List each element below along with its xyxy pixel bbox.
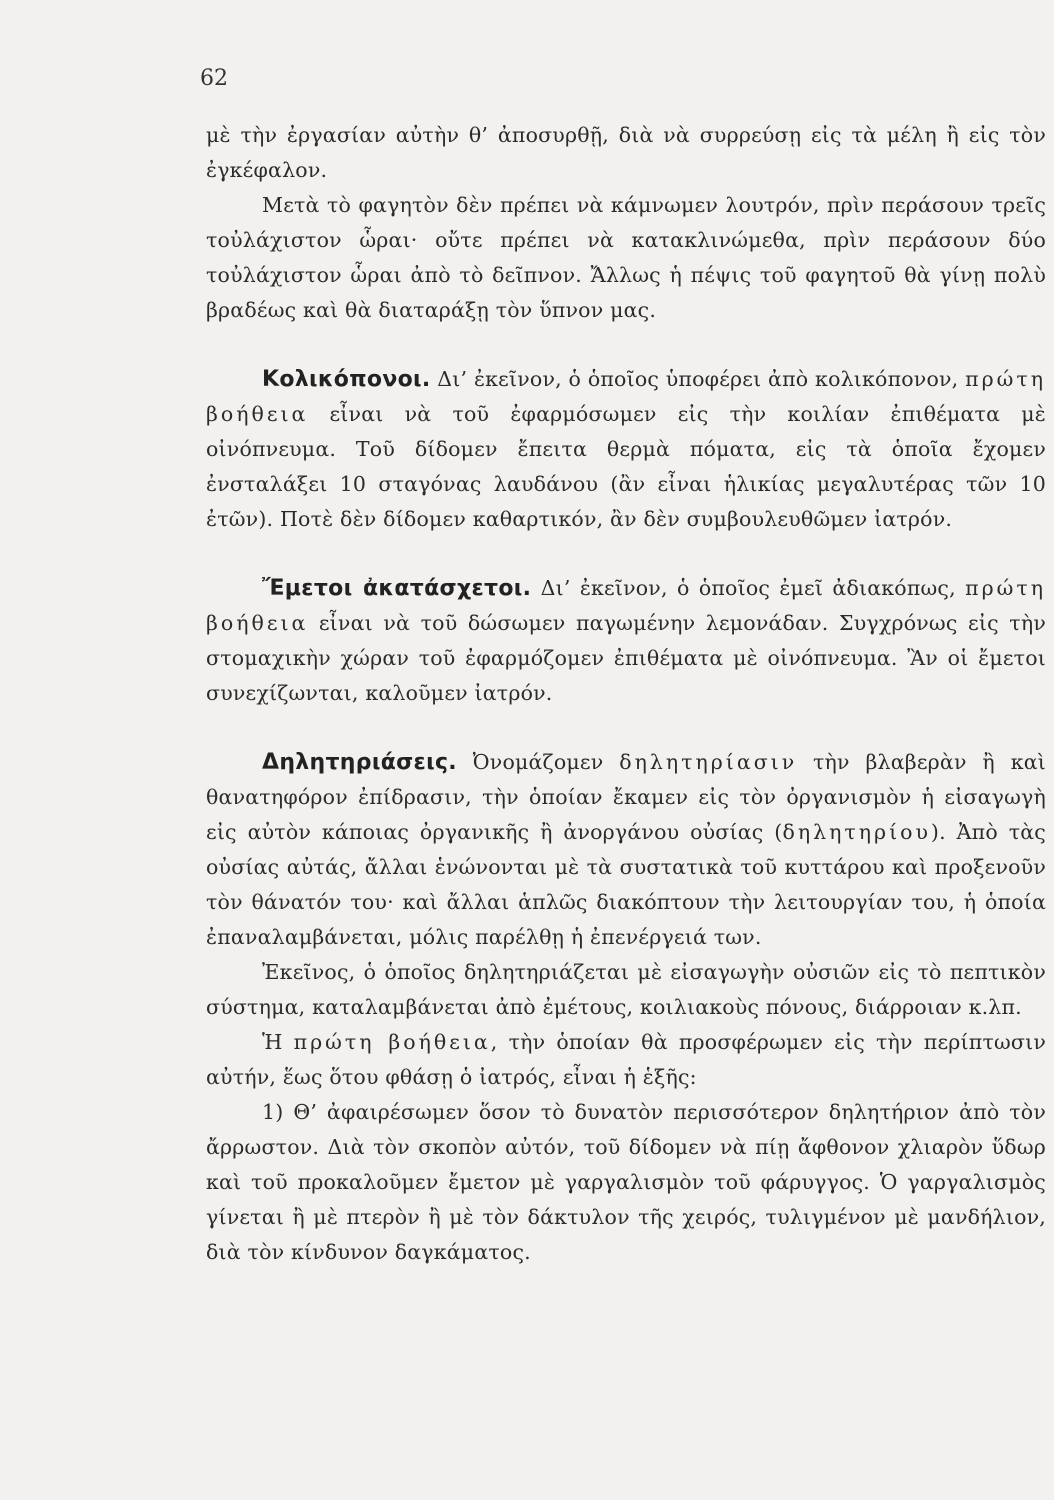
section-vomiting-emphasis: πρώτη βοήθεια [206, 576, 1046, 635]
section-colic-text-a: Δι’ ἐκεῖνον, ὁ ὁποῖος ὑποφέρει ἀπὸ κολικόπονον, [430, 367, 966, 391]
section-heading-poisoning: Δηλητηριάσεις. [262, 750, 457, 775]
section-poisoning-emphasis: δηλητηρίασιν [619, 750, 798, 774]
section-vomiting-text-b: εἶναι νὰ τοῦ δώσωμεν παγωμένην λεμονάδαν. Συγχρόνως εἰς τὴν στομαχικὴν χώραν τοῦ ἐφαρμόζομεν ἐπιθέματα μὲ οἰνόπνευμα. Ἂν οἱ ἔμετοι συνεχίζωνται, καλοῦμεν ἰατρόν. [206, 611, 1046, 705]
section-colic [206, 362, 1046, 537]
poison-first-aid-text-a: Ἡ [262, 1030, 294, 1054]
page-number: 62 [200, 66, 228, 91]
section-poisoning-emphasis-2: δηλητηρίου [782, 820, 931, 844]
paragraph-poison-symptoms: Ἐκεῖνος, ὁ ὁποῖος δηλητηριάζεται μὲ εἰσαγωγὴν οὐσιῶν εἰς τὸ πεπτικὸν σύστημα, καταλαμβάνεται ἀπὸ ἐμέτους, κοιλιακοὺς πόνους, διάρροιαν κ.λπ. [206, 960, 1046, 1019]
section-poisoning [206, 745, 1046, 955]
poison-first-aid-emphasis: πρώτη βοήθεια [293, 1030, 491, 1054]
section-colic-text-b: εἶναι νὰ τοῦ ἐφαρμόσωμεν εἰς τὴν κοιλίαν ἐπιθέματα μὲ οἰνόπνευμα. Τοῦ δίδομεν ἔπειτα θερμὰ πόματα, εἰς τὰ ὁποῖα ἔχομεν ἐνσταλάξει 10 σταγόνας λαυδάνου (ἂν εἶναι ἡλικίας μεγαλυτέρας τῶν 10 ἐτῶν). Ποτὲ δὲν δίδομεν καθαρτικόν, ἂν δὲν συμβουλευθῶμεν ἰατρόν. [206, 402, 1046, 531]
poison-first-aid-text-b: , τὴν ὁποίαν θὰ προσφέρωμεν εἰς τὴν περίπτωσιν αὐτήν, ἕως ὅτου φθάσῃ ὁ ἰατρός, εἶναι ἡ ἑξῆς: [206, 1030, 1047, 1089]
paragraph-poison-step-1: 1) Θ’ ἀφαιρέσωμεν ὅσον τὸ δυνατὸν περισσότερον δηλητήριον ἀπὸ τὸν ἄρρωστον. Διὰ τὸν σκοπὸν αὐτόν, τοῦ δίδομεν νὰ πίῃ ἄφθονον χλιαρὸν ὕδωρ καὶ τοῦ προκαλοῦμεν ἔμετον μὲ γαργαλισμὸν τοῦ φάρυγγος. Ὁ γαργαλισμὸς γίνεται ἢ μὲ πτερὸν ἢ μὲ τὸν δάκτυλον τῆς χειρός, τυλιγμένον μὲ μανδήλιον, διὰ τὸν κίνδυνον δαγκάματος. [206, 1100, 1046, 1264]
section-poisoning-text-a: Ὀνομάζομεν [456, 750, 620, 774]
section-poisoning-text-b: τὴν βλαβερὰν ἢ καὶ θανατηφόρον ἐπίδρασιν, τὴν ὁποίαν ἔκαμεν εἰς τὸν ὀργανισμὸν ἡ εἰσαγωγὴ εἰς αὐτὸν κάποιας ὀργανικῆς ἢ ἀνοργάνου οὐσίας ( [206, 750, 1046, 844]
section-poisoning-text-c: ). Ἀπὸ τὰς οὐσίας αὐτάς, ἄλλαι ἑνώνονται μὲ τὰ συστατικὰ τοῦ κυττάρου καὶ προξενοῦν τὸν θάνατόν του· καὶ ἄλλαι ἁπλῶς διακόπτουν τὴν λειτουργίαν του, ἡ ὁποία ἐπαναλαμβάνεται, μόλις παρέλθῃ ἡ ἐπενέργειά των. [206, 820, 1046, 949]
section-heading-vomiting: Ἔμετοι ἀκατάσχετοι. [262, 576, 532, 601]
paragraph-after-meal: Μετὰ τὸ φαγητὸν δὲν πρέπει νὰ κάμνωμεν λουτρόν, πρὶν περάσουν τρεῖς τοὐλάχιστον ὧραι· οὔτε πρέπει νὰ κατακλινώμεθα, πρὶν περάσουν δύο τοὐλάχιστον ὧραι ἀπὸ τὸ δεῖπνον. Ἄλλως ἡ πέψις τοῦ φαγητοῦ θὰ γίνῃ πολὺ βραδέως καὶ θὰ διαταράξῃ τὸν ὕπνον μας. [206, 193, 1046, 322]
body-text [206, 118, 1046, 1270]
section-vomiting-text-a: Δι’ ἐκεῖνον, ὁ ὁποῖος ἐμεῖ ἀδιακόπως, [531, 576, 966, 600]
paragraph-continuation: μὲ τὴν ἐργασίαν αὐτὴν θ’ ἀποσυρθῇ, διὰ νὰ συρρεύσῃ εἰς τὰ μέλη ἢ εἰς τὸν ἐγκέφαλον. [206, 123, 1046, 182]
section-heading-colic: Κολικόπονοι. [262, 367, 431, 392]
section-colic-emphasis: πρώτη βοήθεια [206, 367, 1046, 426]
paragraph-poison-first-aid [206, 1025, 1046, 1095]
section-vomiting [206, 571, 1046, 711]
